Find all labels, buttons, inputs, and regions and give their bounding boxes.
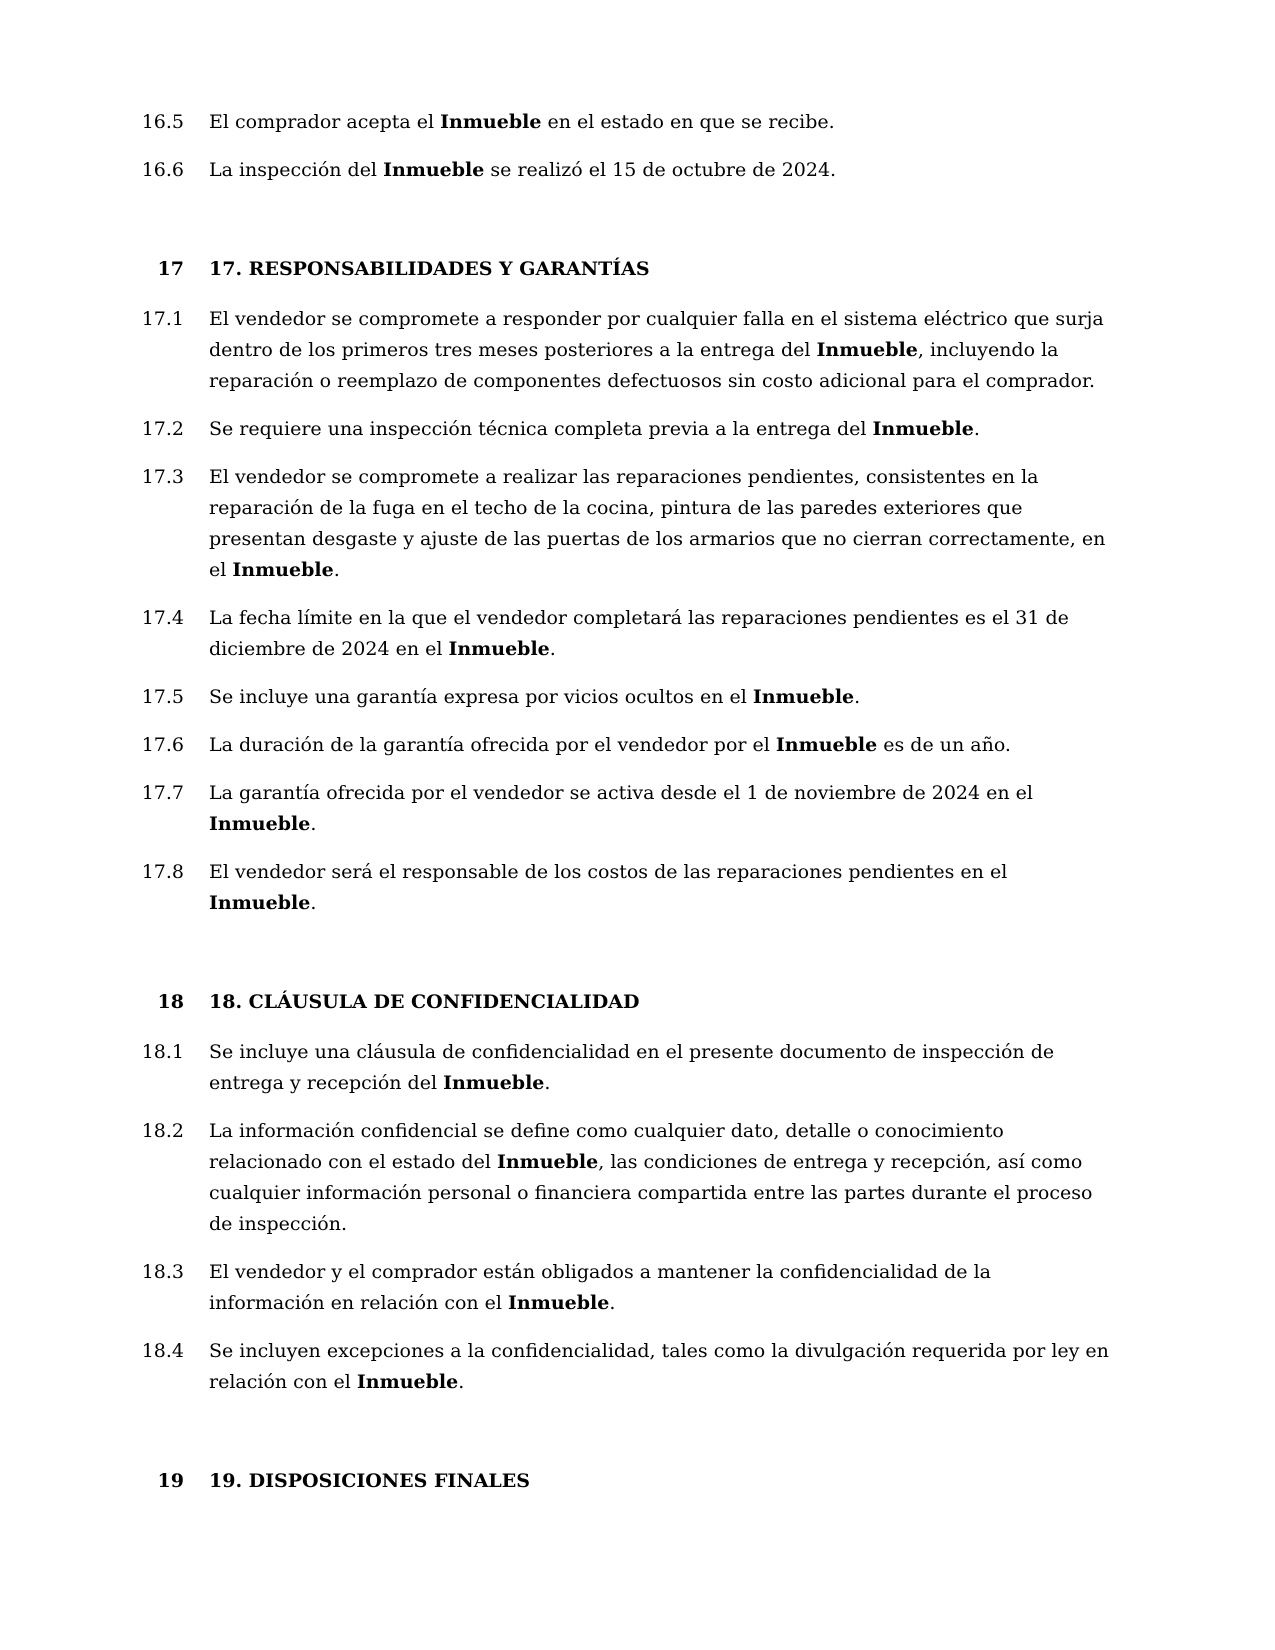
clause-text — [209, 155, 1109, 186]
clause-row — [0, 107, 1275, 138]
text-segment: La fecha límite en la que el vendedor completará las reparaciones pendientes es el 31 de diciembre de 2024 en el — [209, 607, 1069, 660]
text-segment: Se incluye una cláusula de confidencialidad en el presente documento de inspección de entrega y recepción del — [209, 1041, 1055, 1094]
clause-number: 17.8 — [141, 861, 184, 883]
clause-row — [0, 414, 1275, 445]
text-segment: Se incluyen excepciones a la confidencialidad, tales como la divulgación requerida por ley en relación con el — [209, 1340, 1109, 1393]
text-segment: La duración de la garantía ofrecida por el vendedor por el — [209, 734, 776, 756]
text-segment: . — [609, 1292, 616, 1314]
section-title — [209, 254, 1109, 285]
bold-term: Inmueble — [775, 734, 878, 756]
text-segment: El comprador acepta el — [209, 111, 441, 133]
clause-number: 17.6 — [141, 734, 184, 756]
clause-number: 16.6 — [141, 159, 184, 181]
text-segment: Se requiere una inspección técnica completa previa a la entrega del — [209, 418, 873, 440]
text-segment: La garantía ofrecida por el vendedor se activa desde el 1 de noviembre de 2024 en el — [209, 782, 1033, 804]
section-number: 18 — [157, 991, 184, 1013]
text-segment: . — [973, 418, 980, 440]
text-segment: es de un año. — [877, 734, 1011, 756]
clause-text — [209, 1116, 1109, 1240]
bold-term: Inmueble — [508, 1292, 610, 1314]
clause-text — [209, 682, 1109, 713]
bold-term: Inmueble — [440, 111, 542, 133]
document-body — [0, 107, 1275, 1497]
clause-number: 16.5 — [141, 111, 184, 133]
clause-row — [0, 857, 1275, 919]
text-segment: La inspección del — [209, 159, 384, 181]
text-segment: El vendedor y el comprador están obligados a mantener la confidencialidad de la información en relación con el — [209, 1261, 991, 1314]
clause-number: 17.2 — [141, 418, 184, 440]
bold-term: Inmueble — [448, 638, 550, 660]
bold-term: Inmueble — [232, 559, 334, 581]
text-segment: se realizó el 15 de octubre de 2024. — [484, 159, 837, 181]
section-heading-row — [0, 254, 1275, 285]
clause-text — [209, 107, 1109, 138]
clause-row — [0, 603, 1275, 665]
clause-number: 18.1 — [141, 1041, 184, 1063]
clause-number: 18.3 — [141, 1261, 184, 1283]
text-segment: , incluyendo la reparación o reemplazo de componentes defectuosos sin costo adicional para el comprador. — [209, 339, 1095, 392]
clause-row — [0, 778, 1275, 840]
bold-term: Inmueble — [496, 1151, 599, 1173]
bold-term: 18. CLÁUSULA DE CONFIDENCIALIDAD — [209, 991, 640, 1013]
section-number: 19 — [157, 1470, 184, 1492]
text-segment: Se incluye una garantía expresa por vicios ocultos en el — [209, 686, 753, 708]
clause-number: 17.7 — [141, 782, 184, 804]
text-segment: . — [549, 638, 556, 660]
section-title — [209, 987, 1109, 1018]
clause-number: 17.5 — [141, 686, 184, 708]
bold-term: Inmueble — [383, 159, 485, 181]
clause-number: 17.1 — [141, 308, 184, 330]
clause-text — [209, 730, 1109, 761]
text-segment: en el estado en que se recibe. — [541, 111, 835, 133]
bold-term: Inmueble — [356, 1371, 459, 1393]
text-segment: . — [333, 559, 340, 581]
clause-text — [209, 778, 1109, 840]
clause-text — [209, 462, 1109, 586]
text-segment: El vendedor se compromete a responder por cualquier falla en el sistema eléctrico que surja dentro de los primeros tres meses posteriores a la entrega del — [209, 308, 1104, 361]
clause-row — [0, 1257, 1275, 1319]
section-number: 17 — [157, 258, 184, 280]
text-segment: . — [854, 686, 861, 708]
section-heading-row — [0, 987, 1275, 1018]
section-heading-row — [0, 1466, 1275, 1497]
clause-text — [209, 1037, 1109, 1099]
clause-text — [209, 603, 1109, 665]
text-segment: El vendedor será el responsable de los costos de las reparaciones pendientes en el — [209, 861, 1008, 883]
clause-number: 18.2 — [141, 1120, 184, 1142]
clause-text — [209, 304, 1109, 397]
clause-number: 17.4 — [141, 607, 184, 629]
section-title — [209, 1466, 1109, 1497]
clause-row — [0, 155, 1275, 186]
text-segment: La información confidencial se define como cualquier dato, detalle o conocimiento relacionado con el estado del — [209, 1120, 1004, 1173]
text-segment: El vendedor se compromete a realizar las reparaciones pendientes, consistentes en la reparación de la fuga en el techo de la cocina, pintura de las paredes exteriores que presentan desgaste y ajuste de las puertas de los armarios que no cierran correctamente, en el — [209, 466, 1106, 581]
clause-text — [209, 857, 1109, 919]
clause-row — [0, 682, 1275, 713]
clause-row — [0, 730, 1275, 761]
bold-term: Inmueble — [209, 892, 311, 914]
clause-text — [209, 1257, 1109, 1319]
clause-number: 17.3 — [141, 466, 184, 488]
text-segment: , las condiciones de entrega y recepción, así como cualquier información personal o financiera compartida entre las partes durante el proceso de inspección. — [209, 1151, 1093, 1235]
bold-term: 17. RESPONSABILIDADES Y GARANTÍAS — [209, 258, 650, 280]
text-segment: . — [310, 813, 317, 835]
bold-term: 19. DISPOSICIONES FINALES — [209, 1470, 530, 1492]
clause-text — [209, 414, 1109, 445]
clause-row — [0, 462, 1275, 586]
clause-row — [0, 1116, 1275, 1240]
text-segment: . — [310, 892, 317, 914]
clause-row — [0, 304, 1275, 397]
bold-term: Inmueble — [872, 418, 974, 440]
text-segment: . — [544, 1072, 551, 1094]
text-segment: . — [458, 1371, 465, 1393]
bold-term: Inmueble — [752, 686, 855, 708]
clause-row — [0, 1336, 1275, 1398]
clause-row — [0, 1037, 1275, 1099]
bold-term: Inmueble — [209, 813, 311, 835]
bold-term: Inmueble — [443, 1072, 545, 1094]
clause-text — [209, 1336, 1109, 1398]
clause-number: 18.4 — [141, 1340, 184, 1362]
bold-term: Inmueble — [816, 339, 918, 361]
